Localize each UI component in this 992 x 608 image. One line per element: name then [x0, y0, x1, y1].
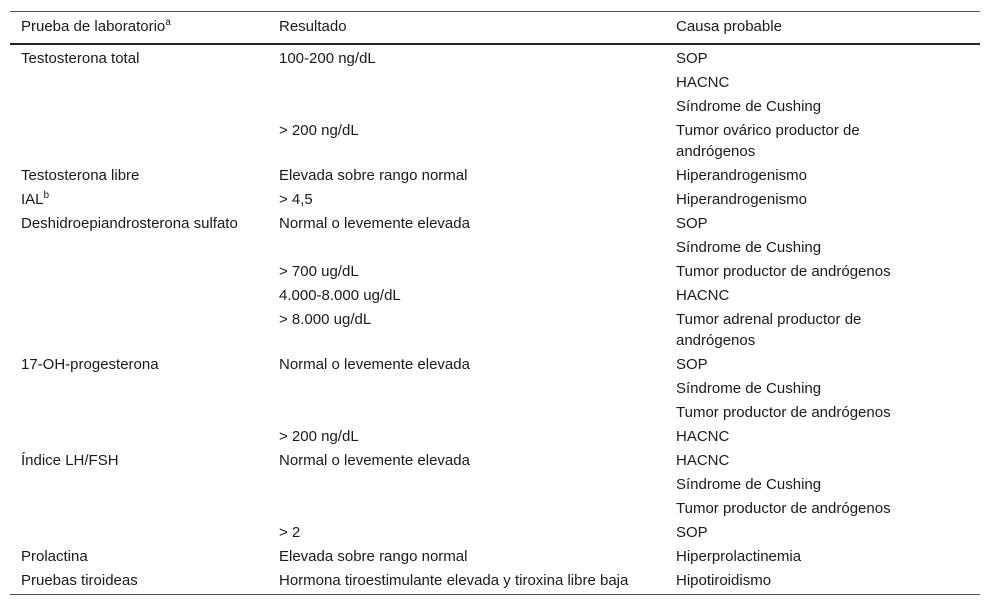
table-row [10, 377, 980, 401]
footnote-marker: b [43, 190, 50, 201]
cell-result [268, 71, 665, 95]
cell-result: 4.000-8.000 ug/dL [279, 287, 401, 304]
header-result: Resultado [279, 18, 347, 35]
cell-result: Elevada sobre rango normal [279, 548, 468, 565]
cell-cause: Hiperandrogenismo [676, 167, 807, 184]
cell-cause: Síndrome de Cushing [676, 380, 822, 397]
footnote-marker: a [165, 17, 171, 28]
cell-test: Índice LH/FSH [21, 452, 119, 469]
cell-test [10, 284, 268, 308]
cell-test: 17-OH-progesterona [21, 356, 159, 373]
cell-cause: Hiperandrogenismo [676, 191, 807, 208]
cell-test [10, 260, 268, 284]
table-row [10, 473, 980, 497]
cell-cause: HACNC [676, 452, 730, 469]
cell-cause: Síndrome de Cushing [676, 98, 822, 115]
cell-cause: SOP [676, 215, 708, 232]
cell-test [10, 377, 268, 401]
table-row [10, 521, 980, 545]
table-row [10, 71, 980, 95]
cell-result: > 200 ng/dL [279, 428, 359, 445]
cell-cause: SOP [676, 50, 708, 67]
cell-test [10, 401, 268, 425]
cell-cause: Tumor productor de andrógenos [676, 263, 891, 280]
cell-cause: HACNC [676, 287, 730, 304]
cell-result: > 200 ng/dL [279, 122, 359, 139]
header-lab-test: Prueba de laboratorio$^a$ [21, 17, 171, 35]
cell-cause: SOP [676, 524, 708, 541]
cell-result: Hormona tiroestimulante elevada y tiroxina libre baja [279, 572, 629, 589]
table-row [10, 284, 980, 308]
table-row [10, 188, 980, 212]
cell-result [268, 497, 665, 521]
cell-cause: Tumor productor de andrógenos [676, 404, 891, 421]
cell-result: 100-200 ng/dL [279, 50, 376, 67]
cell-result [268, 473, 665, 497]
cell-test [10, 521, 268, 545]
cell-test [10, 425, 268, 449]
cell-test [10, 71, 268, 95]
cell-result: > 700 ug/dL [279, 263, 359, 280]
cell-test [10, 497, 268, 521]
cell-cause: Hipotiroidismo [676, 572, 772, 589]
cell-test: Pruebas tiroideas [21, 572, 138, 589]
cell-cause: Tumor ovárico productor de andrógenos [676, 122, 860, 160]
header-probable-cause: Causa probable [676, 18, 782, 35]
cell-cause: Tumor adrenal productor de andrógenos [676, 311, 862, 349]
cell-test: Testosterona libre [21, 167, 140, 184]
table-row [10, 449, 980, 473]
table-row [10, 425, 980, 449]
cell-test [10, 473, 268, 497]
table-row [10, 164, 980, 188]
table-row [10, 236, 980, 260]
table-row [10, 212, 980, 236]
cell-test: IAL$^b$ [21, 190, 50, 208]
table-header-row [10, 12, 980, 45]
table-row [10, 353, 980, 377]
lab-table-container [10, 11, 980, 595]
cell-test [10, 95, 268, 119]
cell-result: Normal o levemente elevada [279, 452, 470, 469]
table-row [10, 497, 980, 521]
table-row [10, 569, 980, 595]
cell-cause: Síndrome de Cushing [676, 476, 822, 493]
lab-results-table [10, 11, 980, 595]
cell-result: > 2 [279, 524, 301, 541]
cell-result: Normal o levemente elevada [279, 215, 470, 232]
cell-test [10, 308, 268, 353]
cell-result: > 4,5 [279, 191, 313, 208]
table-row [10, 119, 980, 164]
cell-result [268, 401, 665, 425]
cell-cause: HACNC [676, 428, 730, 445]
cell-result [268, 377, 665, 401]
table-row [10, 401, 980, 425]
cell-result: > 8.000 ug/dL [279, 311, 372, 328]
cell-test: Deshidroepiandrosterona sulfato [21, 215, 238, 232]
cell-result: Elevada sobre rango normal [279, 167, 468, 184]
cell-result [268, 95, 665, 119]
cell-cause: Hiperprolactinemia [676, 548, 802, 565]
table-row [10, 44, 980, 71]
cell-cause: Síndrome de Cushing [676, 239, 822, 256]
table-row [10, 260, 980, 284]
cell-cause: Tumor productor de andrógenos [676, 500, 891, 517]
cell-test: Testosterona total [21, 50, 140, 67]
table-row [10, 545, 980, 569]
cell-test: Prolactina [21, 548, 88, 565]
table-row [10, 95, 980, 119]
cell-cause: SOP [676, 356, 708, 373]
table-row [10, 308, 980, 353]
cell-result [268, 236, 665, 260]
cell-test [10, 119, 268, 164]
cell-test [10, 236, 268, 260]
cell-cause: HACNC [676, 74, 730, 91]
cell-result: Normal o levemente elevada [279, 356, 470, 373]
